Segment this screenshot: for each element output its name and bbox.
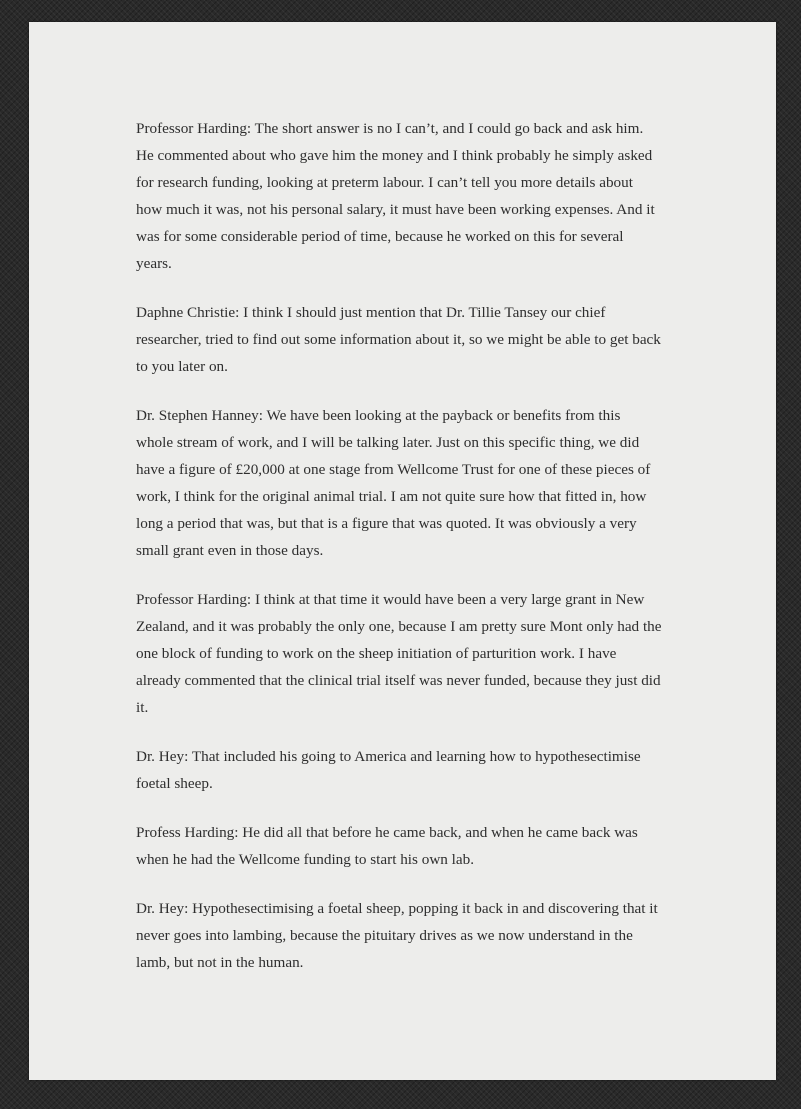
paragraph-1: Professor Harding: The short answer is no I can’t, and I could go back and ask him. He commented about who gave him the money and I think probably he simply asked for research funding, looking at preterm labour. I can’t tell you more details about how much it was, not his personal salary, it must have been working expenses. And it was for some considerable period of time, because he worked on this for several years. <box>136 120 655 272</box>
paragraph-7: Dr. Hey: Hypothesectimising a foetal sheep, popping it back in and discovering that it never goes into lambing, because the pituitary drives as we now understand in the lamb, but not in the human. <box>136 900 658 971</box>
paragraph-6: Profess Harding: He did all that before he came back, and when he came back was when he had the Wellcome funding to start his own lab. <box>136 824 638 868</box>
paragraph-3: Dr. Stephen Hanney: We have been looking at the payback or benefits from this whole stream of work, and I will be talking later. Just on this specific thing, we did have a figure of £20,000 at one stage from Wellcome Trust for one of these pieces of work, I think for the original animal trial. I am not quite sure how that fitted in, how long a period that was, but that is a figure that was quoted. It was obviously a very small grant even in those days. <box>136 407 651 559</box>
paragraph-4: Professor Harding: I think at that time it would have been a very large grant in New Zealand, and it was probably the only one, because I am pretty sure Mont only had the one block of funding to work on the sheep initiation of parturition work. I have already commented that the clinical trial itself was never funded, because they just did it. <box>136 591 662 716</box>
paragraph-5: Dr. Hey: That included his going to America and learning how to hypothesectimise foetal sheep. <box>136 748 641 792</box>
paper-sheet <box>29 22 776 1080</box>
transcript-text <box>136 115 676 998</box>
paragraph-2: Daphne Christie: I think I should just mention that Dr. Tillie Tansey our chief researcher, tried to find out some information about it, so we might be able to get back to you later on. <box>136 304 661 375</box>
